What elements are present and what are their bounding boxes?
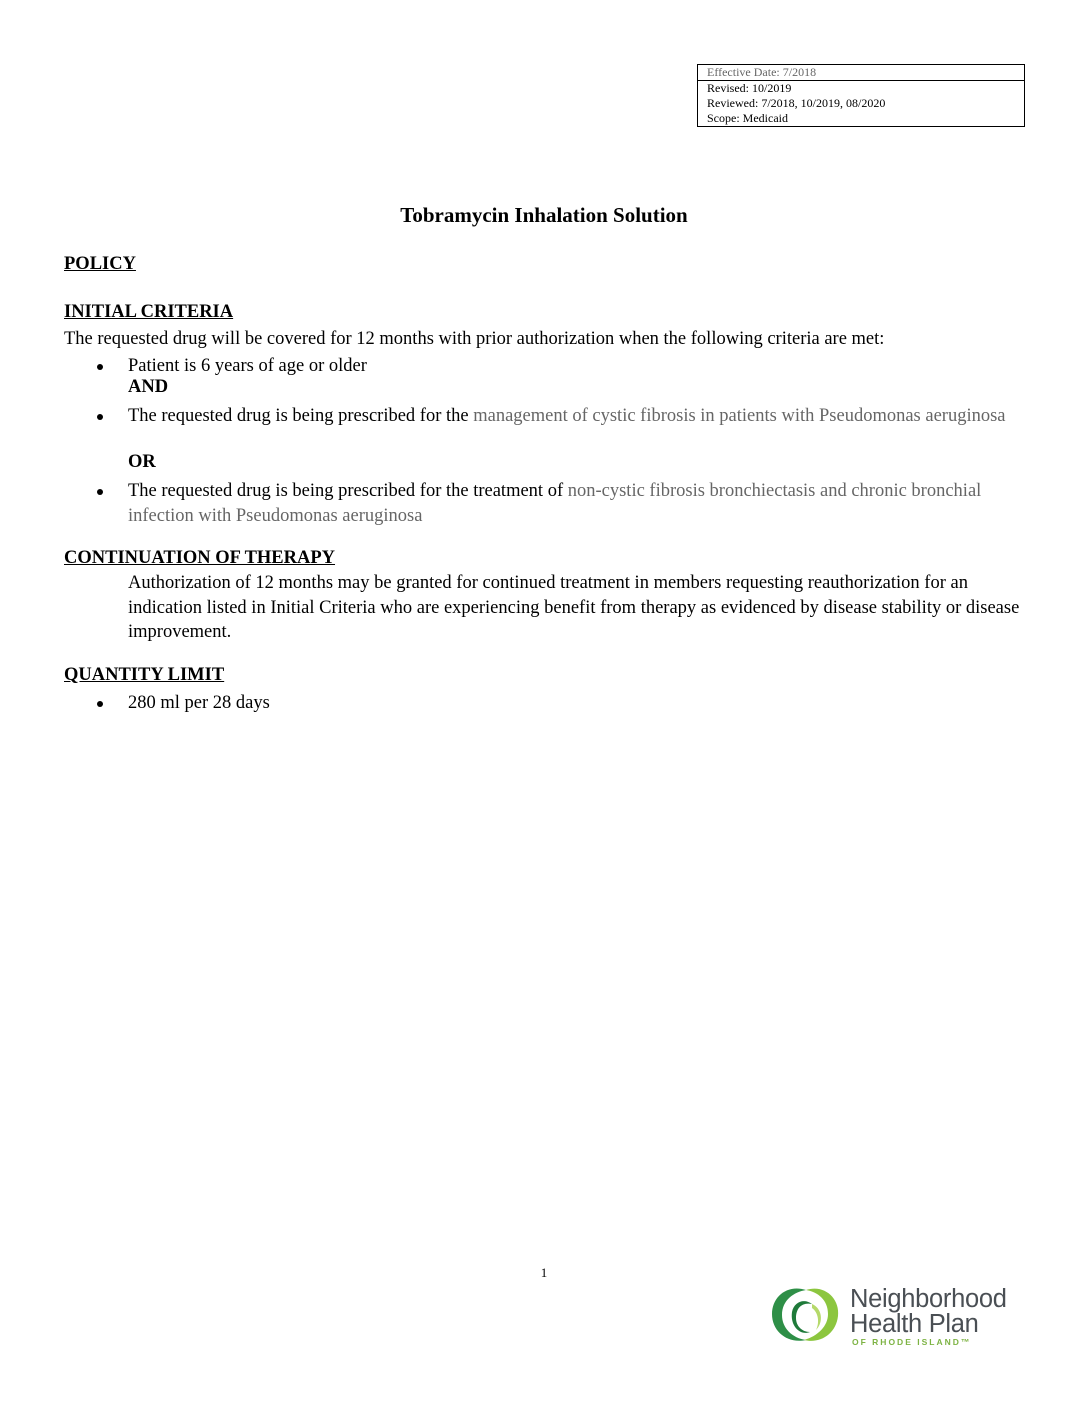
criteria-text: The requested drug is being prescribed for the treatment of [128,481,568,501]
conjunction-and: AND [128,377,169,397]
page-number: 1 [540,1265,548,1280]
reviewed-dates: Reviewed: 7/2018, 10/2019, 08/2020 [707,96,886,110]
quantity-limit-value: 280 ml per 28 days [128,693,270,713]
continuation-text: Authorization of 12 months may be granted for continued treatment in members requesting reauthorization for an indication listed in Initial Criteria who are experiencing benefit from therapy as evidenced by disease stability or disease improvement. [128,573,1020,642]
criteria-cystic-fibrosis [128,404,1028,429]
logo-swirl-icon [768,1282,844,1348]
neighborhood-health-plan-logo [768,1280,1038,1348]
criteria-bronchiectasis [128,479,1028,528]
scope: Scope: Medicaid [707,111,788,125]
logo-text-line2: Health Plan [850,1310,979,1338]
quantity-limit-heading: QUANTITY LIMIT [64,665,225,685]
effective-date: Effective Date: 7/2018 [698,65,1024,81]
criteria-indication: management of cystic fibrosis in patients with Pseudomonas aeruginosa [473,406,1006,426]
bullet-icon [97,489,103,495]
revised-date: Revised: 10/2019 [707,81,792,95]
criteria-indication: non-cystic fibrosis bronchiectasis and chronic bronchial infection with Pseudomonas aeruginosa [128,481,982,526]
conjunction-or: OR [128,452,156,472]
bullet-icon [97,364,103,370]
document-title: Tobramycin Inhalation Solution [400,203,688,227]
initial-criteria-intro: The requested drug will be covered for 12 months with prior authorization when the following criteria are met: [64,329,885,349]
continuation-heading: CONTINUATION OF THERAPY [64,548,336,568]
logo-text-line1: Neighborhood [850,1285,1007,1313]
criteria-text: The requested drug is being prescribed for the [128,406,474,426]
bullet-icon [97,701,103,707]
bullet-icon [97,414,103,420]
logo-tagline: OF RHODE ISLAND™ [852,1337,972,1347]
policy-heading: POLICY [64,254,136,274]
initial-criteria-heading: INITIAL CRITERIA [64,302,234,322]
criteria-age: Patient is 6 years of age or older [128,356,367,376]
document-metadata-box [697,64,1025,127]
